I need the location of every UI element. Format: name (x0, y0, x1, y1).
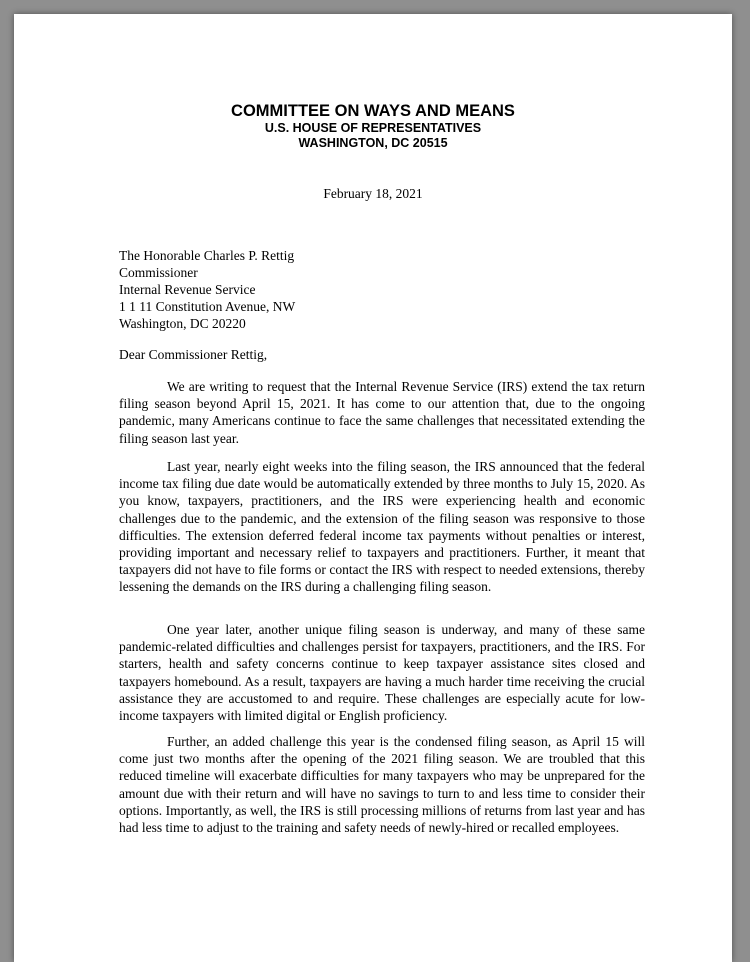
paragraph: Last year, nearly eight weeks into the filing season, the IRS announced that the federal income tax filing due date would be automatically extended by three months to July 15, 2020. As you know, taxpayers, practitioners, and the IRS were experiencing health and economic challenges due to the pandemic, and the extension of the filing season was responsive to those difficulties. The extension deferred federal income tax payments without penalties or interest, providing important and necessary relief to taxpayers and practitioners. Further, it meant that taxpayers did not have to file forms or contact the IRS with respect to needed extensions, thereby lessening the demands on the IRS during a challenging filing season. (119, 459, 645, 595)
committee-name: COMMITTEE ON WAYS AND MEANS (231, 102, 515, 120)
recipient-name: The Honorable Charles P. Rettig (119, 248, 295, 263)
letterhead (14, 102, 732, 151)
paragraph: We are writing to request that the Internal Revenue Service (IRS) extend the tax return filing season beyond April 15, 2021. It has come to our attention that, due to the ongoing pandemic, many Americans continue to face the same challenges that necessitated extending the filing season last year. (119, 379, 645, 446)
paragraph: One year later, another unique filing season is underway, and many of these same pandemic-related difficulties and challenges persist for taxpayers, practitioners, and the IRS. For starters, health and safety concerns continue to keep taxpayer assistance sites closed and taxpayers homebound. As a result, taxpayers are having a much harder time receiving the crucial assistance they are accustomed to and require. These challenges are especially acute for low-income taxpayers with limited digital or English proficiency. (119, 622, 645, 724)
recipient-agency: Internal Revenue Service (119, 282, 256, 297)
committee-address: WASHINGTON, DC 20515 (298, 136, 448, 150)
house-name: U.S. HOUSE OF REPRESENTATIVES (264, 121, 482, 135)
letter-page (14, 14, 732, 962)
recipient-title: Commissioner (119, 265, 198, 280)
recipient-street: 1 1 11 Constitution Avenue, NW (119, 299, 296, 314)
letter-date: February 18, 2021 (323, 186, 423, 201)
recipient-address (119, 247, 639, 332)
salutation: Dear Commissioner Rettig, (119, 347, 268, 362)
paragraph: Further, an added challenge this year is the condensed filing season, as April 15 will come just two months after the opening of the 2021 filing season. We are troubled that this reduced timeline will exacerbate difficulties for many taxpayers who may be unprepared for the amount due with their return and will have no savings to turn to and less time to consider their options. Importantly, as well, the IRS is still processing millions of returns from last year and has had less time to adjust to the training and safety needs of newly-hired or recalled employees. (119, 734, 645, 836)
recipient-city: Washington, DC 20220 (119, 316, 246, 331)
